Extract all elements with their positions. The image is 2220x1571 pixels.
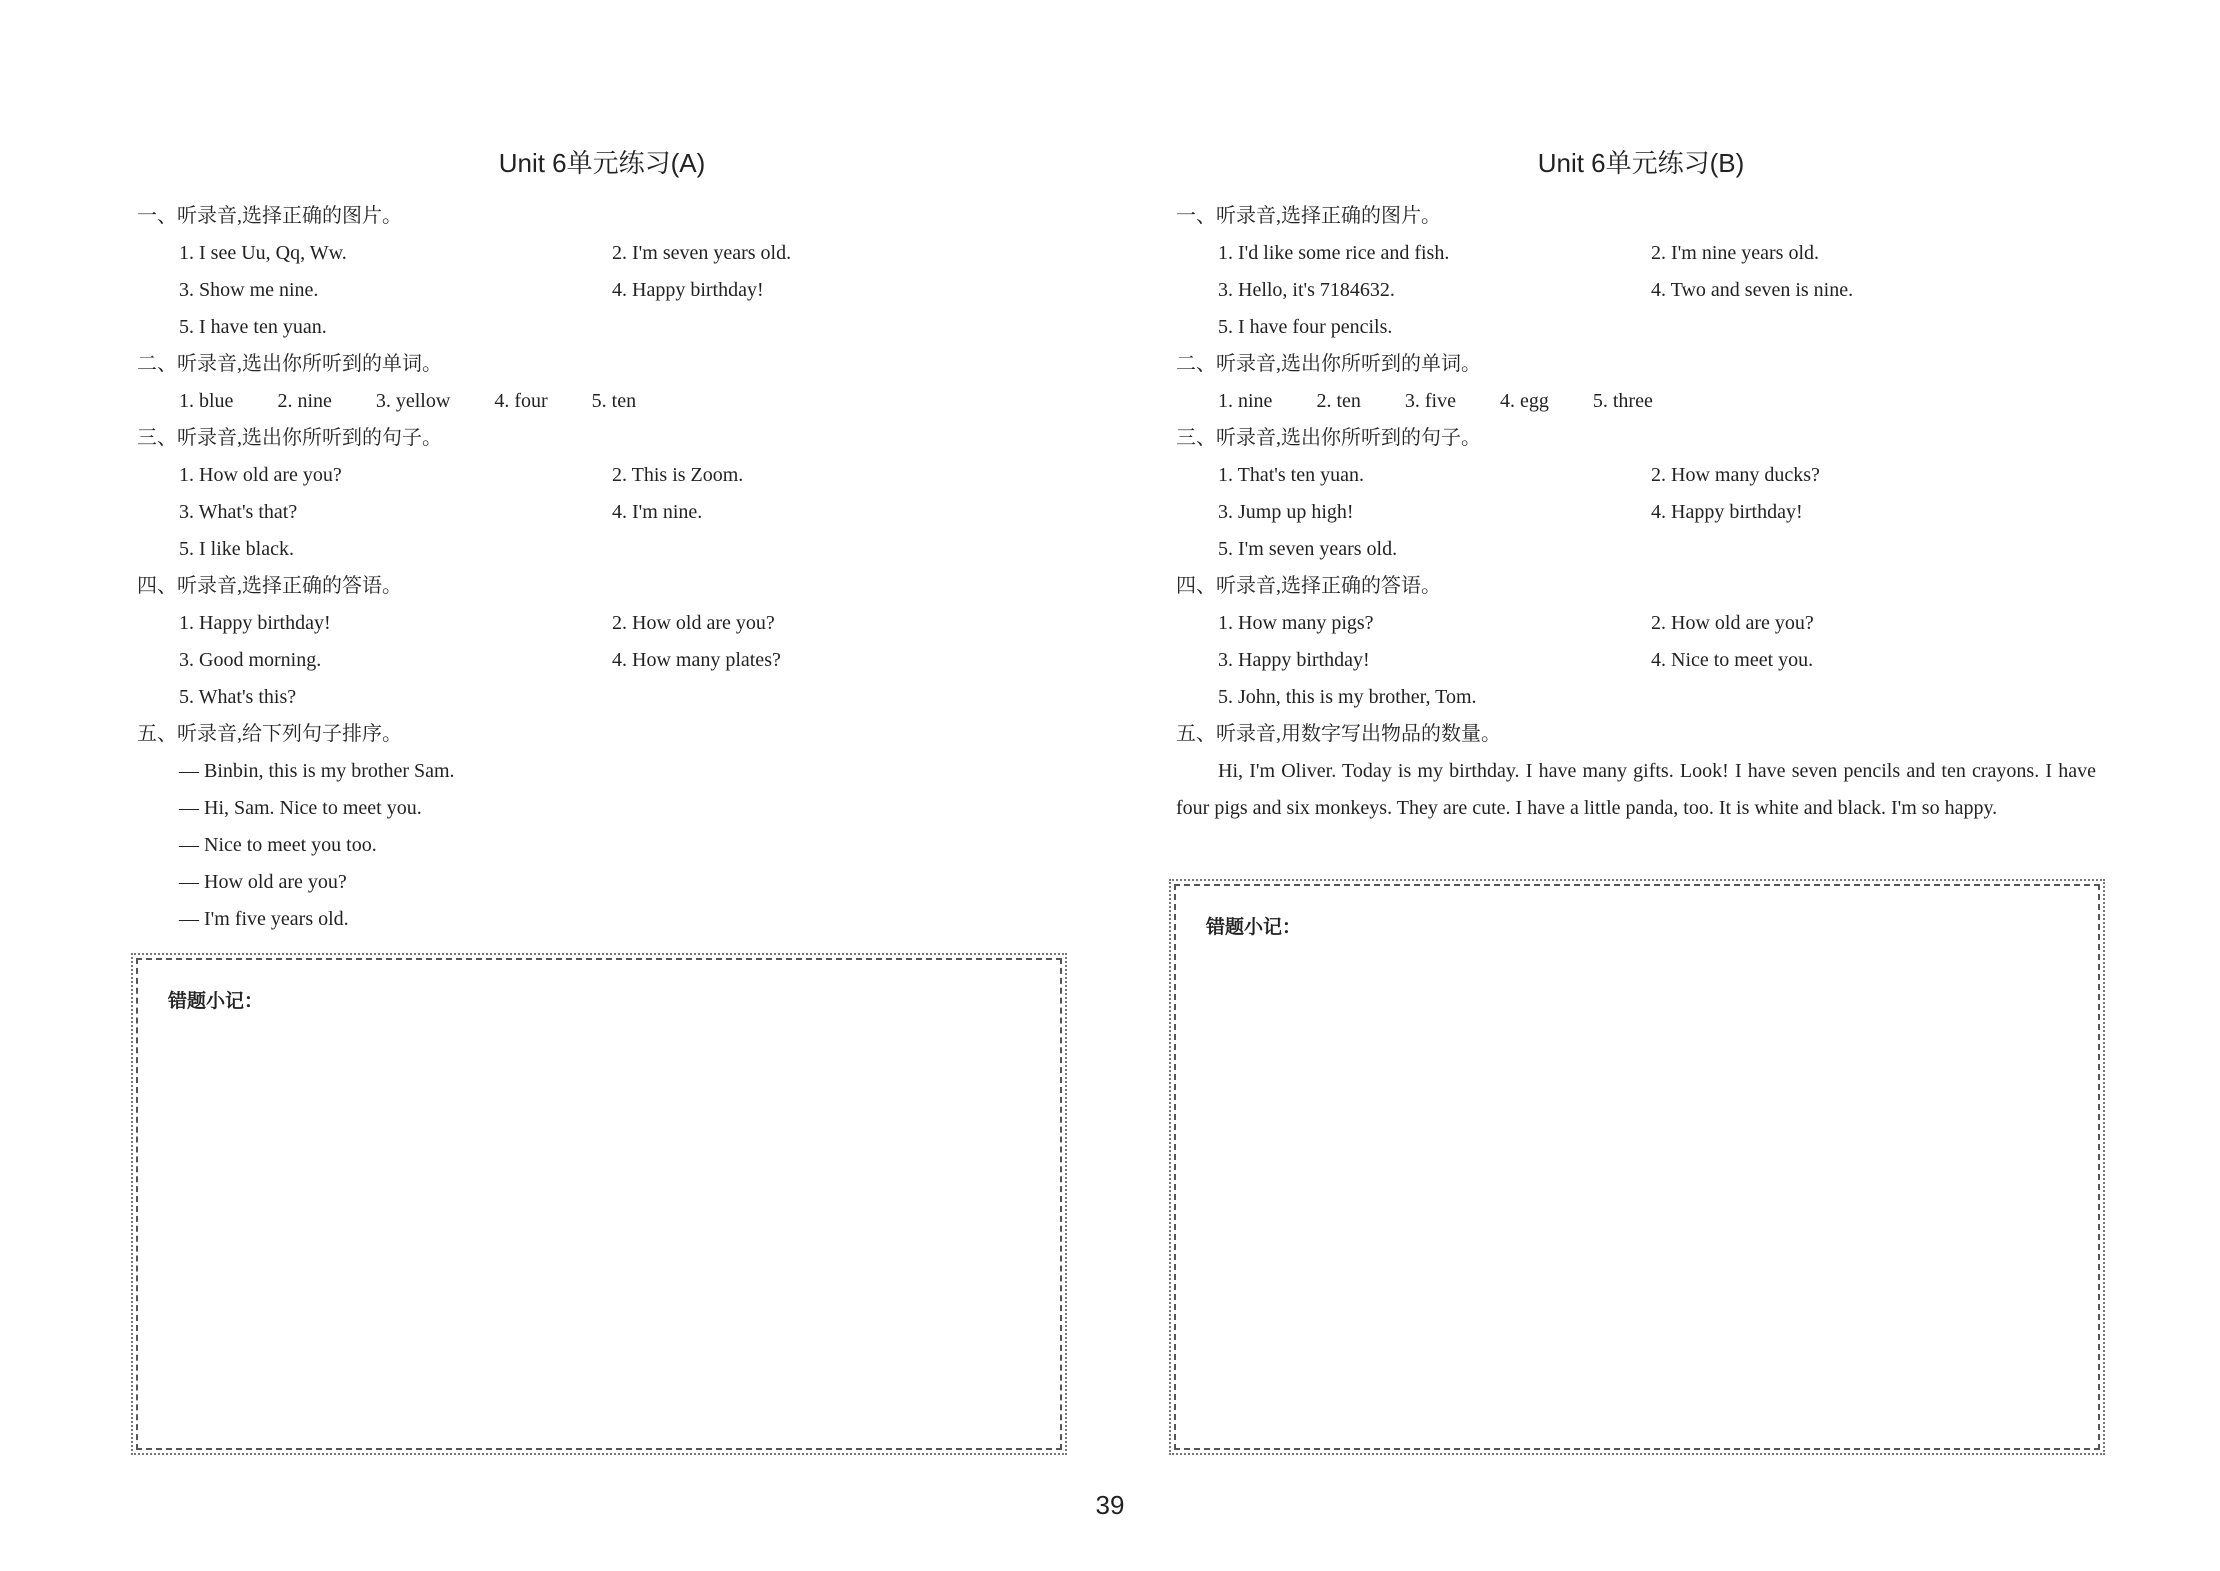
list-item: 3. Happy birthday! xyxy=(1218,649,1370,671)
list-item: 5. I like black. xyxy=(179,538,294,560)
word-item: 4. egg xyxy=(1499,390,1549,412)
list-item: 2. How old are you? xyxy=(612,612,775,634)
list-item: 4. Nice to meet you. xyxy=(1651,649,1814,671)
notes-label: 错题小记： xyxy=(168,990,264,1012)
page-number: 39 xyxy=(1095,1490,1125,1520)
word-item: 2. nine xyxy=(277,390,332,412)
dialog-line: — Hi, Sam. Nice to meet you. xyxy=(179,797,422,819)
unit-a-s3-row xyxy=(137,531,1067,568)
list-item: 5. John, this is my brother, Tom. xyxy=(1218,686,1477,708)
unit-b-notes-box[interactable] xyxy=(1174,884,2100,1450)
unit-a-sections xyxy=(137,198,1067,938)
list-item: 1. Happy birthday! xyxy=(179,612,331,634)
unit-b-s3-heading: 三、听录音,选出你所听到的句子。 xyxy=(1176,427,1481,449)
dialog-line: — How old are you? xyxy=(179,871,347,893)
unit-b-s4-row xyxy=(1176,605,2106,642)
unit-a-notes-box[interactable] xyxy=(136,958,1062,1450)
list-item: 5. I have ten yuan. xyxy=(179,316,327,338)
list-item: 3. Good morning. xyxy=(179,649,322,671)
unit-a-s2-heading: 二、听录音,选出你所听到的单词。 xyxy=(137,353,442,375)
unit-b-s1-row xyxy=(1176,272,2106,309)
dialog-line: — Binbin, this is my brother Sam. xyxy=(179,760,455,782)
unit-b-s3-row xyxy=(1176,494,2106,531)
list-item: 1. How old are you? xyxy=(179,464,342,486)
unit-a-s4-heading: 四、听录音,选择正确的答语。 xyxy=(137,575,402,597)
list-item: 4. I'm nine. xyxy=(612,501,703,523)
list-item: 2. How old are you? xyxy=(1651,612,1814,634)
unit-a-s4-row xyxy=(137,642,1067,679)
unit-a-s4-row xyxy=(137,605,1067,642)
unit-b-s2-row xyxy=(1176,383,2106,420)
unit-a-s3-row xyxy=(137,494,1067,531)
list-item: 3. Hello, it's 7184632. xyxy=(1218,279,1395,301)
unit-a-s1-row xyxy=(137,272,1067,309)
list-item: 1. I see Uu, Qq, Ww. xyxy=(179,242,347,264)
list-item: 2. This is Zoom. xyxy=(612,464,744,486)
list-item: 5. I have four pencils. xyxy=(1218,316,1393,338)
unit-b-s1-row xyxy=(1176,235,2106,272)
list-item: 1. I'd like some rice and fish. xyxy=(1218,242,1450,264)
list-item: 3. What's that? xyxy=(179,501,298,523)
word-item: 1. blue xyxy=(179,390,234,412)
unit-b-s1-heading: 一、听录音,选择正确的图片。 xyxy=(1176,205,1441,227)
list-item: 4. How many plates? xyxy=(612,649,781,671)
notes-label: 错题小记： xyxy=(1206,916,1302,938)
unit-b-s5-heading: 五、听录音,用数字写出物品的数量。 xyxy=(1176,723,1501,745)
unit-a-s1-heading: 一、听录音,选择正确的图片。 xyxy=(137,205,402,227)
list-item: 4. Happy birthday! xyxy=(612,279,764,301)
unit-a-s1-row xyxy=(137,235,1067,272)
word-item: 5. three xyxy=(1592,390,1653,412)
unit-b-s5-paragraph: Hi, I'm Oliver. Today is my birthday. I have many gifts. Look! I have seven pencils and ten crayons. I have four pigs and six monkeys. They are cute. I have a little panda, too. It is white and black. I'm so happy. xyxy=(1176,760,2096,819)
list-item: 1. That's ten yuan. xyxy=(1218,464,1364,486)
unit-a-s3-row xyxy=(137,457,1067,494)
word-item: 3. yellow xyxy=(375,390,451,412)
list-item: 5. I'm seven years old. xyxy=(1218,538,1398,560)
unit-a-s5-heading: 五、听录音,给下列句子排序。 xyxy=(137,723,402,745)
list-item: 3. Show me nine. xyxy=(179,279,319,301)
list-item: 2. I'm seven years old. xyxy=(612,242,792,264)
list-item: 4. Two and seven is nine. xyxy=(1651,279,1854,301)
word-item: 1. nine xyxy=(1218,390,1273,412)
list-item: 2. I'm nine years old. xyxy=(1651,242,1820,264)
dialog-line: — Nice to meet you too. xyxy=(179,834,377,856)
unit-a-s2-row xyxy=(137,383,1067,420)
unit-b-s3-row xyxy=(1176,457,2106,494)
word-item: 3. five xyxy=(1404,390,1456,412)
unit-b-sections xyxy=(1176,198,2106,827)
unit-b-title: Unit 6单元练习(B) xyxy=(1537,148,1745,178)
word-item: 2. ten xyxy=(1316,390,1361,412)
unit-b-s1-row xyxy=(1176,309,2106,346)
word-item: 4. four xyxy=(494,390,548,412)
list-item: 4. Happy birthday! xyxy=(1651,501,1803,523)
unit-a-s1-row xyxy=(137,309,1067,346)
unit-a-s3-heading: 三、听录音,选出你所听到的句子。 xyxy=(137,427,442,449)
word-item: 5. ten xyxy=(591,390,637,412)
unit-b-s4-heading: 四、听录音,选择正确的答语。 xyxy=(1176,575,1441,597)
list-item: 3. Jump up high! xyxy=(1218,501,1354,523)
unit-b-s4-row xyxy=(1176,642,2106,679)
dialog-line: — I'm five years old. xyxy=(179,908,349,930)
unit-a-title: Unit 6单元练习(A) xyxy=(498,148,706,178)
unit-b-s2-heading: 二、听录音,选出你所听到的单词。 xyxy=(1176,353,1481,375)
unit-b-s4-row xyxy=(1176,679,2106,716)
unit-a-s4-row xyxy=(137,679,1067,716)
unit-b-s3-row xyxy=(1176,531,2106,568)
list-item: 1. How many pigs? xyxy=(1218,612,1374,634)
list-item: 2. How many ducks? xyxy=(1651,464,1820,486)
list-item: 5. What's this? xyxy=(179,686,297,708)
